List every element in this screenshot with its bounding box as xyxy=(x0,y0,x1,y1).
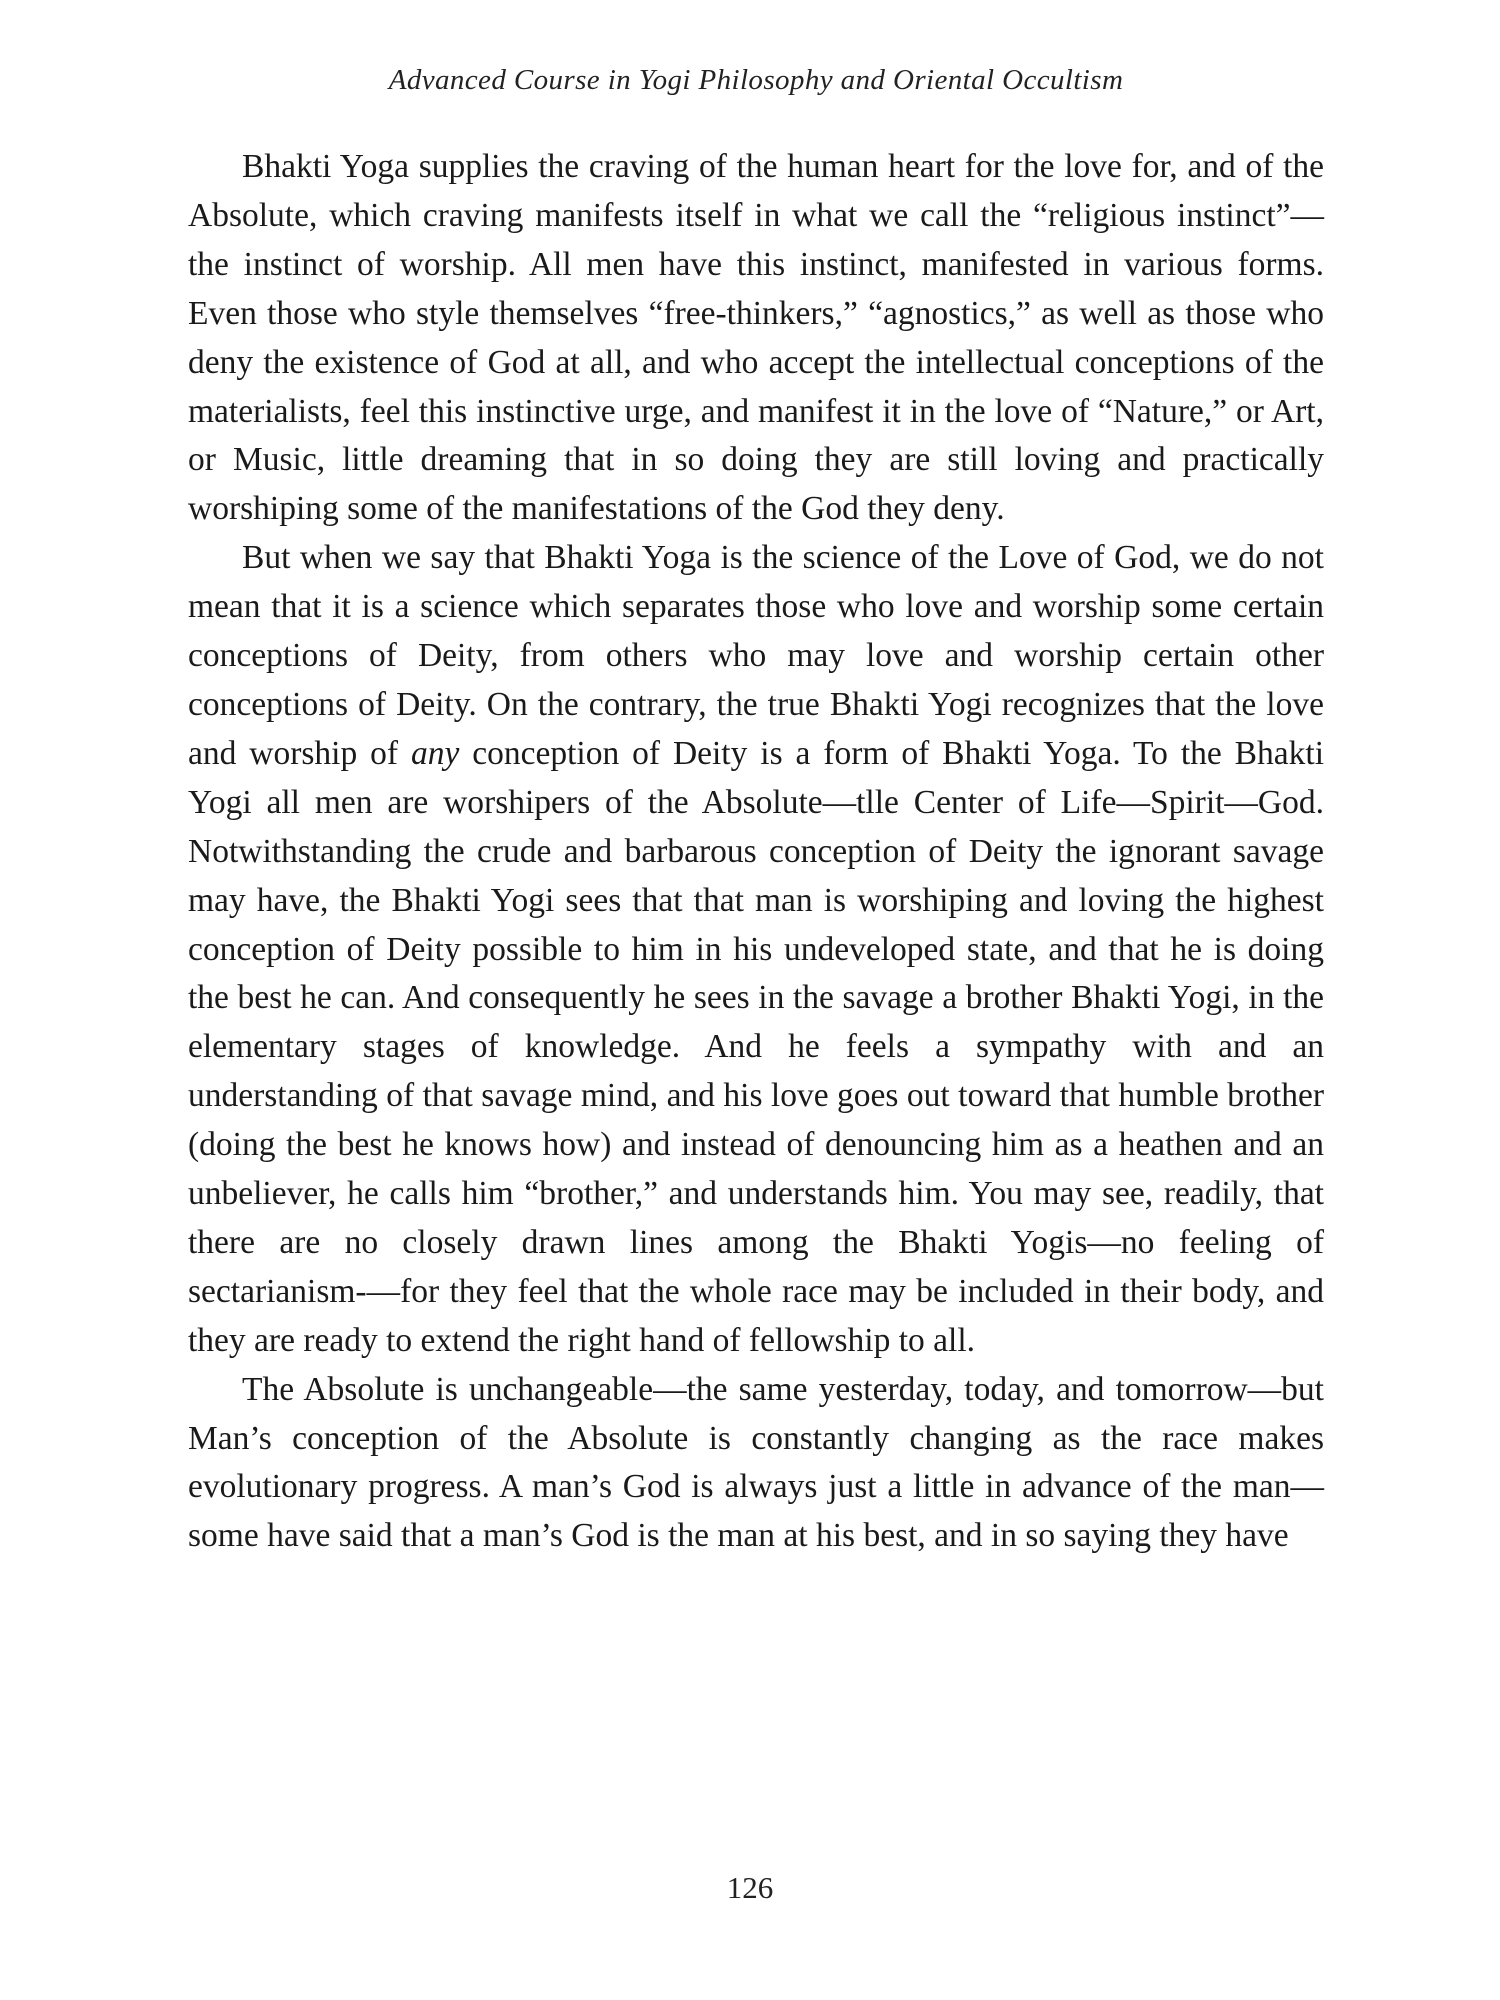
page-number: 126 xyxy=(726,1870,774,1905)
paragraph-text-before-emphasis: But when we say that Bhakti Yoga is the science of the Love of God, we do not mean that it is a science which separates those who love and worship some certain conceptions of Deity, from others who may love and worship certain other conceptions of Deity. On the contrary, the true Bhakti Yogi recognizes that the love and worship of xyxy=(188,539,1324,772)
paragraph-text-after-emphasis: conception of Deity is a form of Bhakti Yoga. To the Bhakti Yogi all men are worshipers of the Absolute—tlle Center of Life—Spirit—God. Notwithstanding the crude and barbarous conception of Deity the ignorant savage may have, the Bhakti Yogi sees that that man is worshiping and loving the highest conception of Deity possible to him in his undeveloped state, and that he is doing the best he can. And consequently he sees in the savage a brother Bhakti Yogi, in the elementary stages of knowledge. And he feels a sympathy with and an understanding of that savage mind, and his love goes out toward that humble brother (doing the best he knows how) and instead of denouncing him as a heathen and an unbeliever, he calls him “brother,” and understands him. You may see, readily, that there are no closely drawn lines among the Bhakti Yogis—no feeling of sectarianism-—for they feel that the whole race may be included in their body, and they are ready to extend the right hand of fellowship to all. xyxy=(188,734,1324,1359)
running-header: Advanced Course in Yogi Philosophy and Oriental Occultism xyxy=(388,64,1124,96)
paragraph-absolute-unchangeable: The Absolute is unchangeable—the same yesterday, today, and tomorrow—but Man’s conception of the Absolute is constantly changing as the race makes evolutionary progress. A man’s God is always just a little in advance of the man—some have said that a man’s God is the man at his best, and in so saying they have xyxy=(188,1370,1324,1555)
emphasized-word: any xyxy=(410,734,460,772)
body-text xyxy=(188,143,1324,1561)
paragraph-love-of-god xyxy=(188,534,1324,1365)
paragraph-bhakti-yoga-craving: Bhakti Yoga supplies the craving of the human heart for the love for, and of the Absolute, which craving manifests itself in what we call the “religious instinct”—the instinct of worship. All men have this instinct, manifested in various forms. Even those who style themselves “free-thinkers,” “agnostics,” as well as those who deny the existence of God at all, and who accept the intellectual conceptions of the materialists, feel this instinctive urge, and manifest it in the love of “Nature,” or Art, or Music, little dreaming that in so doing they are still loving and practically worshiping some of the manifestations of the God they deny. xyxy=(188,148,1324,528)
